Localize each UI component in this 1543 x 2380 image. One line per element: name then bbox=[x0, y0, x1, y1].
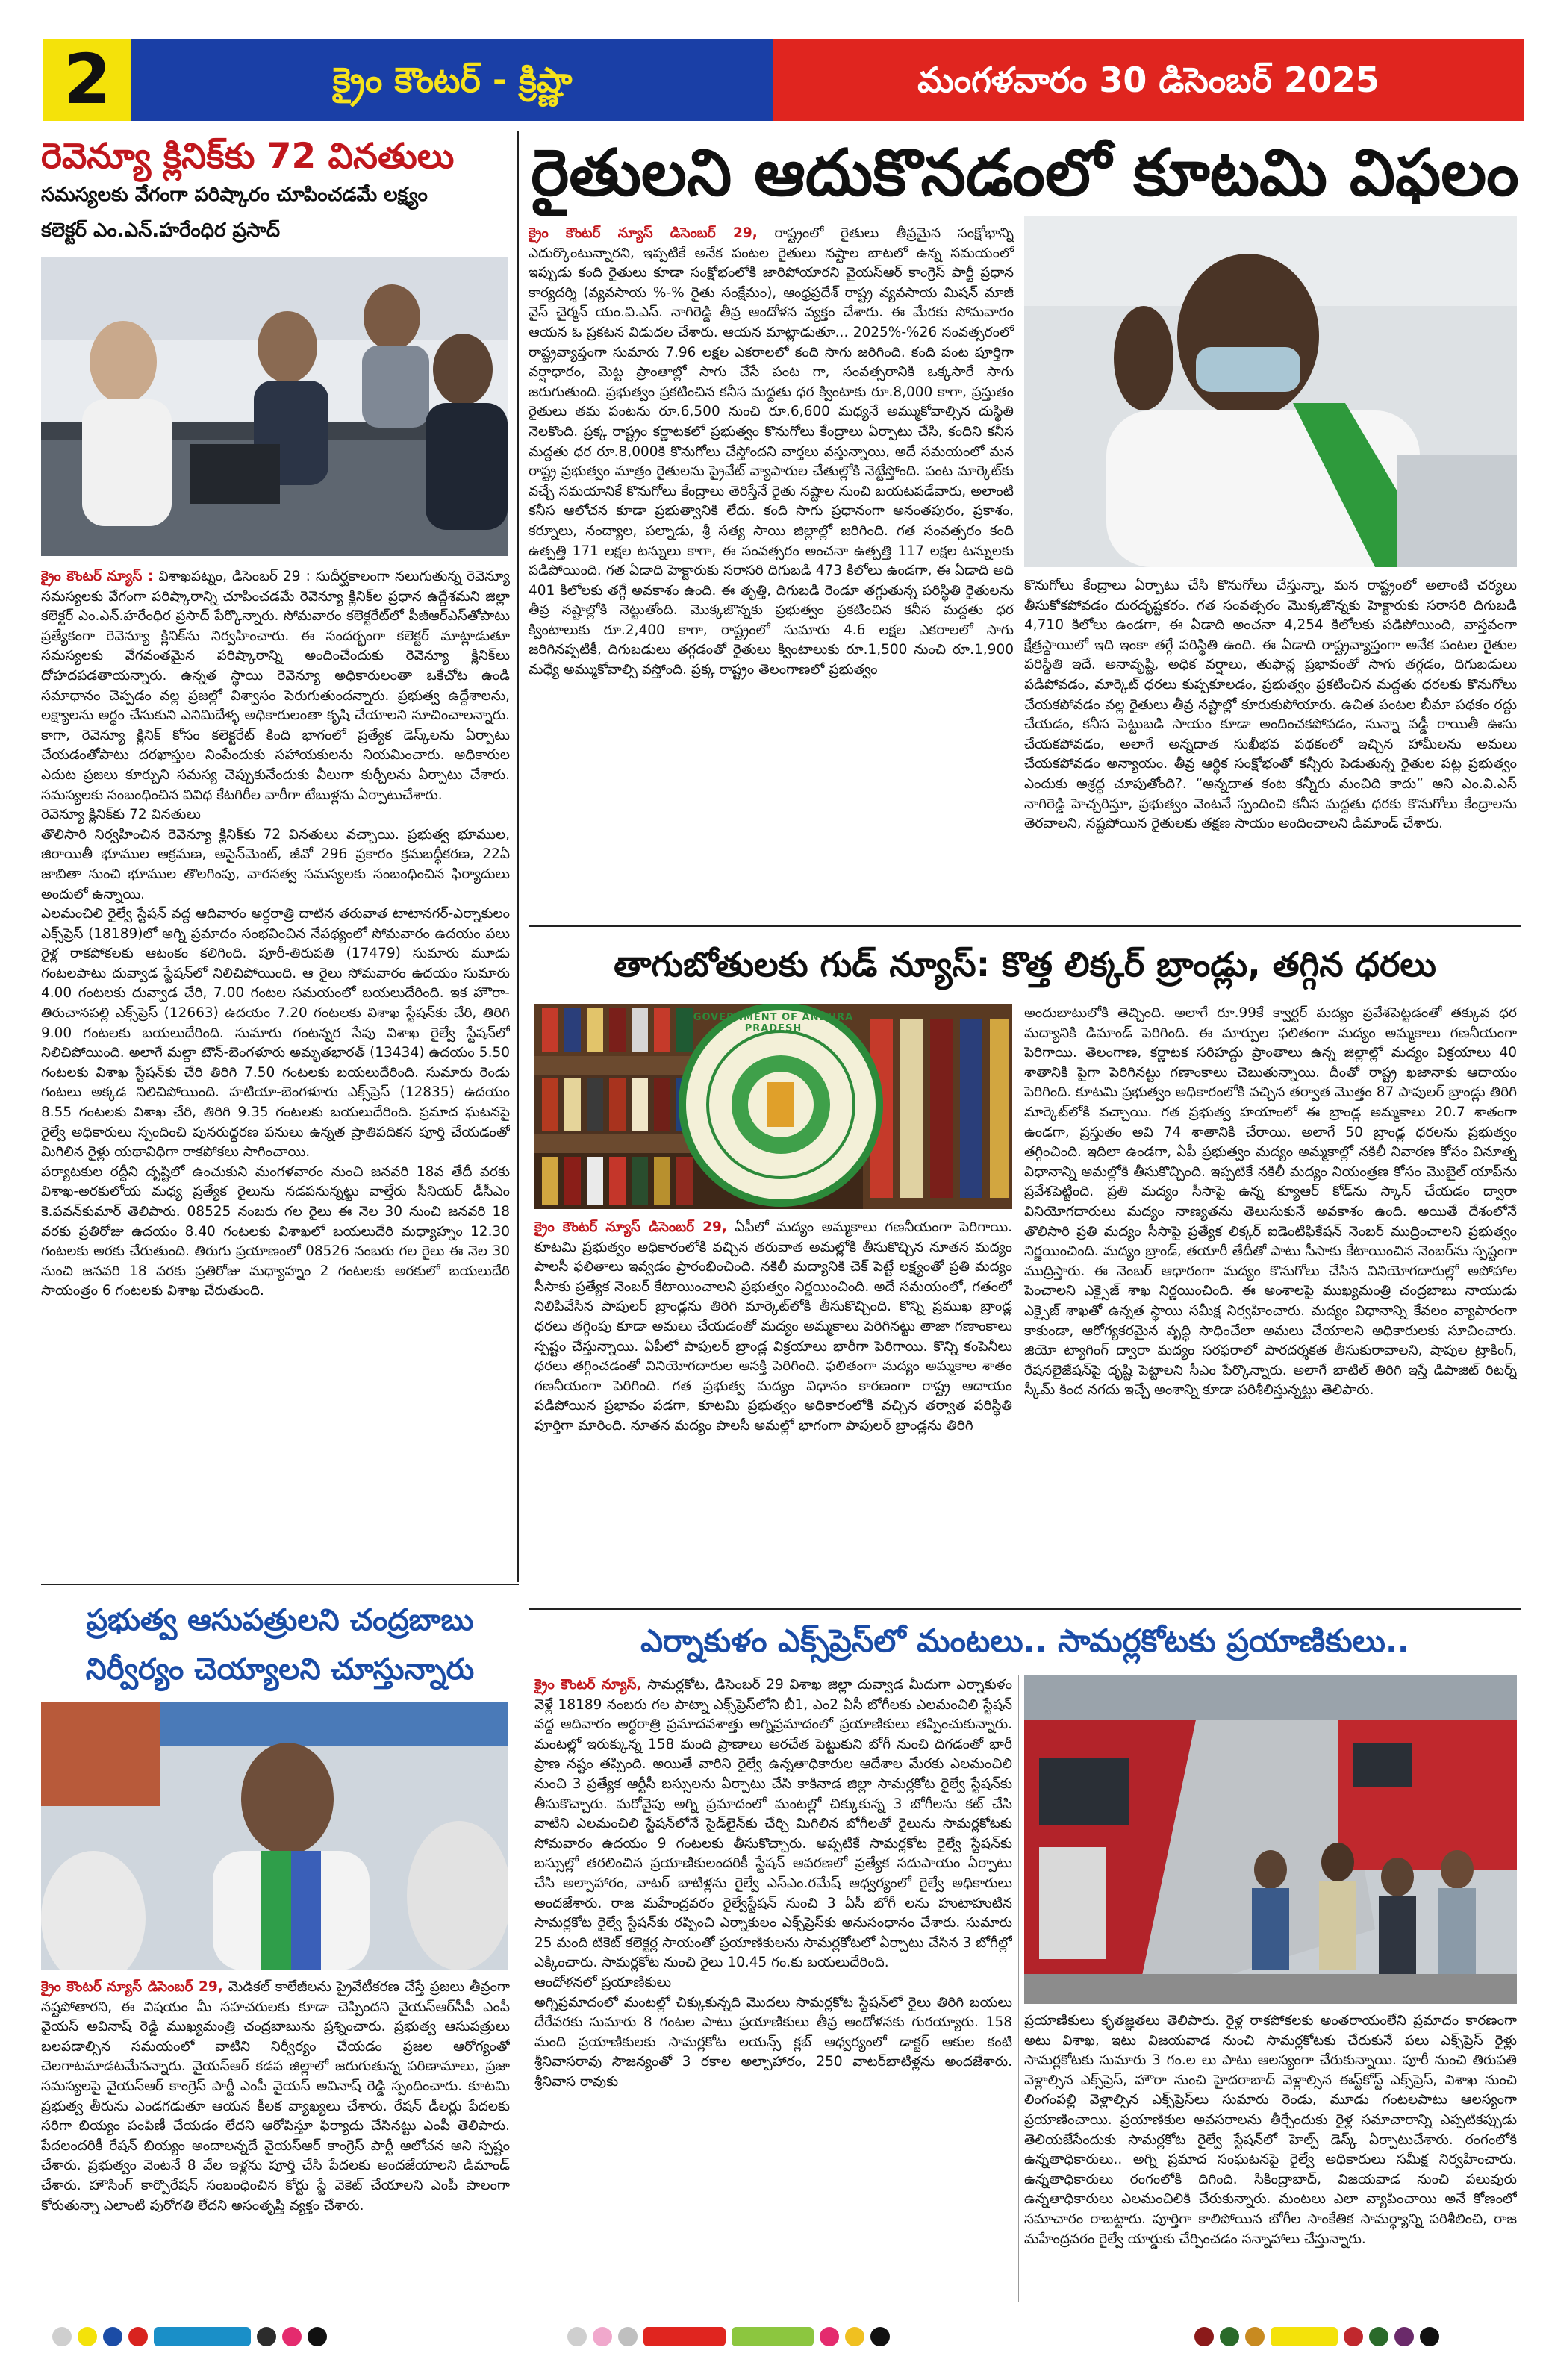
liquor-text-1: ఏపీలో మద్యం అమ్మకాలు గణనీయంగా పెరిగాయి. కూటమి ప్రభుత్వం అధికారంలోకి వచ్చిన తరువాత అమల్లోకి తీసుకొచ్చిన నూతన మద్యం పాలసీ ఫలితాలు ఇవ్వడం ప్రారంభించింది. నకిలీ మద్యానికి చెక్ పెట్టే లక్ష్యంతో ప్రతి మద్యం సీసాకు ప్రత్యేక నెంబర్ కేటాయించాలని ప్రభుత్వం నిర్ణయించింది. అదే సమయంలో, గతంలో నిలిపివేసిన పాపులర్ బ్రాండ్లను తిరిగి మార్కెట్‌లోకి తీసుకొచ్చింది. కొన్ని ప్రముఖ బ్రాండ్ల ధరలు తగ్గింపు కూడా అమలు చేయడంతో మద్యం అమ్మకాలు పెరిగినట్టు తాజా గణాంకాలు స్పష్టం చేస్తున్నాయి. ఏపీలో పాపులర్ బ్రాండ్ల విక్రయాలు భారీగా పెరిగాయి. కొన్ని కంపెనీలు ధరలు తగ్గించడంతో వినియోగదారుల ఆసక్తి పెరిగింది. ఫలితంగా మద్యం అమ్మకాల శాతం గణనీయంగా పెరిగింది. గత ప్రభుత్వ మద్యం విధానం కారణంగా రాష్ట్ర ఆదాయం పడిపోయిన ప్రభావం పడగా, కూటమి ప్రభుత్వం అధికారంలోకి వచ్చిన తర్వాత పరిస్థితి పూర్తిగా మారింది. నూతన మద్యం పాలసీ అమల్లో భాగంగా పాపులర్ బ్రాండ్లను తిరిగి bbox=[534, 1219, 1012, 1434]
revenue-dateline: క్రైం కౌంటర్ న్యూస్ : bbox=[41, 569, 154, 584]
revenue-subhead-1: సమస్యలకు వేగంగా పరిష్కారం చూపించడమే లక్ష్యం bbox=[41, 184, 428, 206]
farmers-headline: రైతులని ఆదుకొనడంలో కూటమి విఫలం bbox=[531, 136, 1519, 210]
footer-color-marks-right bbox=[1194, 2327, 1445, 2346]
footer-color-marks-left bbox=[52, 2327, 333, 2346]
revenue-text-1: విశాఖపట్నం, డిసెంబర్ 29 : సుదీర్ఘకాలంగా నలుగుతున్న రెవెన్యూ సమస్యలకు వేగంగా పరిష్కారాన్ని చూపించడమే రెవెన్యూ క్లినిక్‌ల ప్రధాన ఉద్దేశమని జిల్లా కలెక్టర్ ఎం.ఎన్.హరేంధిర ప్రసాద్ పేర్కొన్నారు. సోమవారం కలెక్టరేట్‌లో పీజీఆర్‌ఎస్‌తోపాటు ప్రత్యేకంగా రెవెన్యూ క్లినిక్‌ను నిర్వహించారు. ఈ సందర్భంగా కలెక్టర్ మాట్లాడుతూ సమస్యలకు వేగవంతమైన పరిష్కారాన్ని అందించేందుకు రెవెన్యూ క్లినిక్‌లు దోహదపడతాయన్నారు. ఉన్నత స్థాయి రెవెన్యూ అధికారులంతా ఒకేచోట ఉండి సమాధానం చెప్పడం వల్ల ప్రజల్లో విశ్వాసం పెరుగుతుందన్నారు. ప్రభుత్వ ఉద్దేశాలను, లక్ష్యాలను అర్థం చేసుకుని ఎనిమిదేళ్ళ అధికారులంతా కృషి చేయాలని సూచించాలన్నారు. కాగా, రెవెన్యూ క్లినిక్ కోసం కలెక్టరేట్ కింది భాగంలో ప్రత్యేక డెస్క్‌లను ఏర్పాటు చేయడంతోపాటు దరఖాస్తుల నింపేందుకు సహాయకులను నియమించారు. అధికారుల ఎదుట ప్రజలు కూర్చుని సమస్య చెప్పుకునేందుకు వీలుగా కుర్చీలను ఏర్పాటు చేశారు. సమస్యలకు సంబంధించిన వివిధ కేటగిరీల వారీగా టేబుళ్లను ఏర్పాటుచేశారు. bbox=[41, 569, 510, 803]
liquor-shelf-photo bbox=[534, 1004, 1012, 1209]
hospitals-headline-2: నిర్వీర్యం చెయ్యాలని చూస్తున్నారు bbox=[85, 1652, 475, 1687]
fire-text-3: అగ్నిప్రమాదంలో మంటల్లో చిక్కుకున్నది మొదలు సామర్లకోట స్టేషన్‌లో రైలు తిరిగి బయలు దేరేవరకు సుమారు 8 గంటల పాటు ప్రయాణికులు తీవ్ర ఆందోళనకు గురయ్యారు. 158 మంది ప్రయాణికులకు సామర్లకోట లయన్స్ క్లబ్ ఆధ్వర్యంలో డాక్టర్ ఆకుల కంటి శ్రీనివాసరావు సౌజన్యంతో 3 రకాల అల్పాహారం, 250 వాటర్‌బాటిళ్లను అందజేశారు. శ్రీనివాస రావుకు bbox=[534, 1994, 1012, 2090]
fire-dateline: క్రైం కౌంటర్ న్యూస్, bbox=[534, 1677, 642, 1693]
liquor-dateline: క్రైం కౌంటర్ న్యూస్ డిసెంబర్ 29, bbox=[534, 1219, 727, 1235]
fire-text-2: ఆందోళనలో ప్రయాణికులు bbox=[534, 1974, 672, 1990]
revenue-text-4: ఎలమంచిలి రైల్వే స్టేషన్ వద్ద ఆదివారం అర్ధరాత్రి దాటిన తరువాత టాటానగర్-ఎర్నాకులం ఎక్స్‌ప్రెస్ (18189)లో అగ్ని ప్రమాదం సంభవించిన నేపథ్యంలో సోమవారం ఉదయం పలు రైళ్ల రాకపోకలకు ఆటంకం కలిగింది. పూరీ-తిరుపతి (17479) సుమారు మూడు గంటలపాటు దువ్వాడ స్టేషన్‌లో నిలిచిపోయింది. ఆ రైలు సోమవారం ఉదయం సుమారు 4.00 గంటలకు దువ్వాడ చేరి, 7.00 గంటల సమయంలో బయలుదేరింది. ఇక హౌరా-తిరుచానపల్లి ఎక్స్‌ప్రెస్ (12663) ఉదయం 7.20 గంటలకు విశాఖ స్టేషన్‌కు చేరి, తిరిగి 9.00 గంటలకు బయలుదేరింది. సుమారు గంటన్నర సేపు విశాఖ రైల్వే స్టేషన్‌లో నిలిచిపోయింది. అలాగే మల్దా టౌన్-బెంగళూరు అమృతభారత్ (13434) ఉదయం 5.50 గంటలకు విశాఖ స్టేషన్‌కు చేరి తిరిగి 7.50 గంటలకు బయలుదేరింది. సుమారు రెండు గంటలు అక్కడ నిలిచిపోయింది. హటియా-బెంగళూరు ఎక్స్‌ప్రెస్ (12835) ఉదయం 8.55 గంటలకు విశాఖ చేరి, తిరిగి 9.35 గంటలకు బయలుదేరింది. ప్రమాద ఘటనపై రైల్వే అధికారులు స్పందించి పునరుద్ధరణ పనులు ఉన్నత ప్రాతిపదికన పూర్తి చేయడంతో మిగిలిన రైళ్లు యథావిధిగా రాకపోకలు సాగించాయి. bbox=[41, 906, 510, 1161]
fire-text-4: ప్రయాణికులు కృతజ్ఞతలు తెలిపారు. రైళ్ల రాకపోకలకు అంతరాయంలేని ప్రమాదం కారణంగా అటు విశాఖ, ఇటు విజయవాడ నుంచి సామర్లకోటకు చేరుకునే పలు ఎక్స్‌ప్రెస్ రైళ్లు సామర్లకోటకు సుమారు 3 గం.ల లు పాటు ఆలస్యంగా చేరుకున్నాయి. పూరీ నుంచి తిరుపతి వెళ్లాల్సిన ఎక్స్‌ప్రెస్, హౌరా నుంచి హైదరాబాద్ వెళ్లాల్సిన ఈస్ట్‌కోస్ట్ ఎక్స్‌ప్రెస్, విశాఖ నుంచి లింగంపల్లి వెళ్లాల్సిన ఎక్స్‌ప్రెస్‌లు సుమారు రెండు, మూడు గంటలపాటు ఆలస్యంగా ప్రయాణించాయి. ప్రయాణికుల అవసరాలను తీర్చేందుకు రైళ్ల సమాచారాన్ని ఎప్పటికప్పుడు తెలియజేసేందుకు సామర్లకోట రైల్వే స్టేషన్‌లో హెల్ప్ డెస్క్ ఏర్పాటుచేశారు. రంగంలోకి ఉన్నతాధికారులు.. అగ్ని ప్రమాద సంఘటనపై రైల్వే అధికారులు సమీక్ష నిర్వహించారు. ఉన్నతాధికారులు రంగంలోకి దిగింది. సికింద్రాబాద్, విజయవాడ నుంచి పలువురు ఉన్నతాధికారులు ఎలమంచిలికి చేరుకున్నారు. మంటలు ఎలా వ్యాపించాయి అనే కోణంలో సమాచారం రాబట్టారు. పూర్తిగా కాలిపోయిన బోగీల సాంకేతిక సామర్థ్యాన్ని పరిశీలించి, రాజ మహేంద్రవరం రైల్వే యార్డుకు చేర్పించడం సన్నాహాలు చేస్తున్నారు. bbox=[1024, 2013, 1517, 2247]
fire-headline: ఎర్నాకుళం ఎక్స్‌ప్రెస్‌లో మంటలు.. సామర్లకోటకు ప్రయాణికులు.. bbox=[640, 1622, 1409, 1659]
hospitals-dateline: క్రైం కౌంటర్ న్యూస్ డిసెంబర్ 29, bbox=[41, 1979, 223, 1995]
liquor-body-col2 bbox=[1024, 1004, 1517, 1601]
fire-text-1: సామర్లకోట, డిసెంబర్ 29 విశాఖ జిల్లా దువ్వాడ మీదుగా ఎర్నాకుళం వెళ్లే 18189 నంబరు గల పాట్నా ఎక్స్‌ప్రెస్‌లోని బీ1, ఎం2 ఏసీ బోగీలకు ఎలమంచిలి స్టేషన్ వద్ద ఆదివారం అర్ధరాత్రి ప్రమాదవశాత్తు అగ్నిప్రమాదంలో ప్రయాణికులు తప్పించుకున్నారు. మంటల్లో ఇరుక్కున్న 158 మంది ప్రాణాలు అరచేత పెట్టుకుని బోగీ నుంచి దిగడంతో భారీ ప్రాణ నష్టం తప్పింది. అయితే వారిని రైల్వే ఉన్నతాధికారుల ఆదేశాల మేరకు ఎలమంచిలి నుంచి 3 ప్రత్యేక ఆర్టీసీ బస్సులను ఏర్పాటు చేసి కాకినాడ జిల్లా సామర్లకోట రైల్వే స్టేషన్‌కు తీసుకొచ్చారు. మరోవైపు అగ్ని ప్రమాదంలో మంటల్లో చిక్కుకున్న 3 బోగీలను కట్ చేసి వాటిని ఎలమంచిలి స్టేషన్‌లోనే సైడ్‌లైన్‌కు చేర్చి మిగిలిన బోగీలతో రైలును సామర్లకోటకు సోమవారం ఉదయం 9 గంటలకు తీసుకొచ్చారు. అప్పటికే సామర్లకోట రైల్వే స్టేషన్‌కు బస్సుల్లో తరలించిన ప్రయాణికులందరికీ స్టేషన్ ఆవరణలో ప్రత్యేక సదుపాయం ఏర్పాటు చేసి అల్పాహారం, వాటర్ బాటిళ్లను రైల్వే ఎస్‌ఎం.రమేష్ ఆధ్వర్యంలో రైల్వే అధికారులు అందజేశారు. రాజ మహేంద్రవరం రైల్వేస్టేషన్ నుంచి 3 ఏసీ బోగీ లను హుటాహుటిన సామర్లకోట రైల్వే స్టేషన్‌కు రప్పించి ఎర్నాకులం ఎక్స్‌ప్రెస్‌కు అనుసంధానం చేశారు. సుమారు 25 మంది టికెట్ కలెక్టర్ల సాయంతో ప్రయాణికులను సామర్లకోటలో ఏర్పాటు చేసిన 3 బోగీల్లో ఎక్కించారు. సామర్లకోట నుంచి రైలు 10.45 గం.కు బయలుదేరింది. bbox=[534, 1677, 1012, 1971]
nagireddy-photo bbox=[1024, 216, 1517, 567]
page-number: 2 bbox=[43, 39, 131, 121]
issue-date: మంగళవారం 30 డిసెంబర్ 2025 bbox=[917, 60, 1380, 100]
revenue-subhead-2: కలెక్టర్ ఎం.ఎన్.హరేంధిర ప్రసాద్ bbox=[41, 219, 281, 242]
column-divider bbox=[517, 131, 519, 1582]
fire-body-col2 bbox=[1024, 2011, 1517, 2302]
farmers-body-col1 bbox=[529, 224, 1014, 970]
hospitals-body bbox=[41, 1978, 510, 2299]
hospitals-headline-1: ప్రభుత్వ ఆసుపత్రులని చంద్రబాబు bbox=[86, 1603, 474, 1637]
revenue-body bbox=[41, 567, 510, 1571]
emblem-text: GOVERNMENT OF ANDHRA PRADESH bbox=[693, 1012, 854, 1034]
column-divider bbox=[1018, 1675, 1019, 2302]
farmers-text-1: రాష్ట్రంలో రైతులు తీవ్రమైన సంక్షోభాన్ని ఎదుర్కొంటున్నారని, ఇప్పటికే అనేక పంటల రైతులు నష్టాల బాటలో ఉన్న సమయంలో ఇప్పుడు కంది రైతులు కూడా సంక్షోభంలోకి జారిపోయారని వైయస్‌ఆర్ కాంగ్రెస్ పార్టీ ప్రధాన కార్యదర్శి (వ్యవసాయ %-% రైతు సంక్షేమం), ఆంధ్రప్రదేశ్ రాష్ట్ర వ్యవసాయ మిషన్ మాజీ వైస్ చైర్మన్ యం.వి.ఎస్. నాగిరెడ్డి తీవ్ర ఆందోళన వ్యక్తం చేశారు. ఈ మేరకు సోమవారం ఆయన ఓ ప్రకటన విడుదల చేశారు. ఆయన మాట్లాడుతూ... 2025%-%26 సంవత్సరంలో రాష్ట్రవ్యాప్తంగా సుమారు 7.96 లక్షల ఎకరాలలో కంది సాగు జరిగింది. కంది పంట పూర్తిగా వర్షాధారం, మెట్ట ప్రాంతాల్లో సాగు చేసే పంట గా, సంవత్సరానికి ఒక్కసారే సాగు జరుగుతుంది. ప్రభుత్వం ప్రకటించిన కనీస మద్దతు ధర క్వింటాకు రూ.8,000 కాగా, ప్రస్తుతం రైతులు తమ పంటను రూ.6,500 నుంచి రూ.6,600 మధ్యనే అమ్ముకోవాల్సిన దుస్థితి నెలకొంది. ప్రక్క రాష్ట్రం కర్ణాటకలో ప్రభుత్వం కొనుగోలు కేంద్రాలు ఏర్పాటు చేసి, కందిని కనీస మద్దతు ధర రూ.8,000కి కొనుగోలు చేస్తోందని వార్తలు వస్తున్నాయి, అదే సమయంలో మన రాష్ట్ర ప్రభుత్వం మాత్రం రైతులను ప్రైవేట్ వ్యాపారుల చేతుల్లోకి నెట్టేస్తోంది. పంట మార్కెట్‌కు వచ్చే సమయానికే కొనుగోలు కేంద్రాలు తెరిస్తేనే రైతు నష్టాల నుంచి బయటపడేవారు, అలాంటి కనీస ఆలోచన కూడా ప్రభుత్వానికి లేదు. కంది సాగు ప్రధానంగా అనంతపురం, ప్రకాశం, కర్నూలు, నంద్యాల, పల్నాడు, శ్రీ సత్య సాయి జిల్లాల్లో జరిగింది. గత సంవత్సరం కంది ఉత్పత్తి 171 లక్షల టన్నులు కాగా, ఈ సంవత్సరం అంచనా ఉత్పత్తి 117 లక్షల టన్నులకు పడిపోయింది. గత ఏడాది హెక్టారుకు సరాసరి దిగుబడి 473 కిలోలు ఉండగా, ఈ ఏడాది అది 401 కిలోలకు తగ్గే అవకాశం ఉంది. ఈ తృత్తి, దిగుబడి రెండూ తగ్గుతున్న పరిస్థితి రైతులను తీవ్ర నష్టాల్లోకి నెట్టుతోంది. మొక్కజొన్నకు ప్రభుత్వం ప్రకటించిన కనీస మద్దతు ధర క్వింటాలుకు రూ.2,400 కాగా, రాష్ట్రంలో సుమారు 4.6 లక్షల ఎకరాలలో సాగు జరిగినప్పటికీ, దిగుబడులు తగ్గడంతో రైతులు క్వింటాలుకు రూ.1,500 నుంచి రూ.1,900 మధ్యే అమ్ముకోవాల్సి వస్తోంది. ప్రక్క రాష్ట్రం తెలంగాణలో ప్రభుత్వం bbox=[529, 225, 1014, 678]
liquor-body-col1 bbox=[534, 1218, 1012, 1599]
revenue-text-5: పర్యాటకుల రద్దీని దృష్టిలో ఉంచుకుని మంగళవారం నుంచి జనవరి 18వ తేదీ వరకు విశాఖ-అరకులోయ మధ్య ప్రత్యేక రైలును నడపనున్నట్టు వాల్తేరు సీనియర్ డీసీఎం కె.పవన్‌కుమార్ తెలిపారు. 08525 నంబరు గల రైలు ఈ నెల 30 నుంచి జనవరి 18 వరకు ప్రతిరోజు ఉదయం 8.40 గంటలకు విశాఖలో బయలుదేరి మధ్యాహ్నం 12.30 గంటలకు అరకు చేరుతుంది. తిరుగు ప్రయాణంలో 08526 నంబరు గల రైలు ఈ నెల 30 నుంచి జనవరి 18 వరకు ప్రతిరోజు మధ్యాహ్నం 2 గంటలకు అరకులో బయలుదేరి సాయంత్రం 6 గంటలకు విశాఖ చేరుతుంది. bbox=[41, 1164, 510, 1299]
section-divider bbox=[41, 1584, 519, 1585]
revenue-text-2: రెవెన్యూ క్లినిక్‌కు 72 వినతులు bbox=[41, 807, 201, 823]
revenue-clinic-photo bbox=[41, 257, 508, 556]
farmers-text-2: కొనుగోలు కేంద్రాలు ఏర్పాటు చేసి కొనుగోలు చేస్తున్నా, మన రాష్ట్రంలో అలాంటి చర్యలు తీసుకోకపోవడం దురదృష్టకరం. గత సంవత్సరం మొక్కజొన్నకు హెక్టారుకు సరాసరి దిగుబడి 4,710 కిలోలు ఉండగా, ఈ ఏడాది అంచనా 4,254 కిలోలకు పడిపోయింది, వాస్తవంగా క్షేత్రస్థాయిలో ఇది ఇంకా తగ్గే పరిస్థితి ఉంది. ఈ ఏడాది రాష్ట్రవ్యాప్తంగా అనేక పంటల రైతుల పరిస్థితి ఇదే. అనావృష్టి, అధిక వర్షాలు, తుఫాన్ల ప్రభావంతో సాగు తగ్గడం, దిగుబడులు పడిపోవడం, మార్కెట్ ధరలు కుప్పకూలడం, ప్రభుత్వం ప్రకటించిన మద్దతు ధరలకు కొనుగోలు చేయకపోవడం వల్ల రైతులు తీవ్ర నష్టాల్లో కూరుకుపోయారు. ఉచిత పంటల బీమా పథకం రద్దు చేయడం, కనీస పెట్టుబడి సాయం కూడా అందించకపోవడం, సున్నా వడ్డీ రాయితీ ఊసు చేయకపోవడం, అలాగే అన్నదాత సుఖీభవ పథకంలో ఇచ్చిన హామీలను అమలు చేయకపోవడం అన్యాయం. తీవ్ర ఆర్థిక సంక్షోభంతో కన్నీరు పెడుతున్న రైతుల పట్ల ప్రభుత్వం ఎందుకు అశ్రద్ధ చూపుతోంది?. “అన్నదాత కంట కన్నీరు మంచిది కాదు” అని ఎం.వి.ఎస్ నాగిరెడ్డి హెచ్చరిస్తూ, ప్రభుత్వం వెంటనే స్పందించి కనీస మద్దతు ధరకు కొనుగోలు కేంద్రాలను తెరవాలని, నష్టపోయిన రైతులకు తక్షణ సాయం అందించాలని డిమాండ్ చేశారు. bbox=[1024, 578, 1517, 832]
farmers-dateline: క్రైం కౌంటర్ న్యూస్ డిసెంబర్ 29, bbox=[529, 225, 758, 241]
section-title: క్రైం కౌంటర్ - క్రిష్ణా bbox=[332, 60, 573, 100]
revenue-text-3: తొలిసారి నిర్వహించిన రెవెన్యూ క్లినిక్‌కు 72 వినతులు వచ్చాయి. ప్రభుత్వ భూముల, జిరాయితీ భూముల ఆక్రమణ, అసైన్‌మెంట్, జీవో 296 ప్రకారం క్రమబద్ధీకరణ, 22ఏ జాబితా నుంచి భూముల తొలగింపు, వారసత్వ సమస్యలకు సంబంధించిన ఫిర్యాదులు అందులో ఉన్నాయి. bbox=[41, 826, 510, 902]
liquor-text-2: అందుబాటులోకి తెచ్చింది. అలాగే రూ.99కే క్వార్టర్ మద్యం ప్రవేశపెట్టడంతో తక్కువ ధర మద్యానికి డిమాండ్ పెరిగింది. ఈ మార్పుల ఫలితంగా మద్యం అమ్మకాలు గణనీయంగా పెరిగాయి. తెలంగాణ, కర్ణాటక సరిహద్దు ప్రాంతాలు ఉన్న జిల్లాల్లో మద్యం విక్రయాలు 40 శాతానికి పైగా పెరిగినట్టు గణాంకాలు చెబుతున్నాయి. దీంతో రాష్ట్ర ఖజానాకు ఆదాయం పెరిగింది. కూటమి ప్రభుత్వం అధికారంలోకి వచ్చిన తర్వాత మొత్తం 87 పాపులర్ బ్రాండ్లు తిరిగి మార్కెట్‌లోకి వచ్చాయి. గత ప్రభుత్వ హయాంలో ఈ బ్రాండ్ల అమ్మకాలు 20.7 శాతంగా ఉండగా, ప్రస్తుతం అవి 74 శాతానికి చేరాయి. అలాగే 50 బ్రాండ్ల ధరలను ప్రభుత్వం తగ్గించింది. ఇదిలా ఉండగా, ఏపీ ప్రభుత్వం మద్యం అమ్మకాల్లో నకిలీ నివారణ కోసం వినూత్న విధానాన్ని అమల్లోకి తీసుకొచ్చింది. ఇప్పటికే నకిలీ మద్యం నియంత్రణ కోసం మొబైల్ యాప్‌ను ప్రవేశపెట్టింది. ప్రతి మద్యం సీసాపై ఉన్న క్యూఆర్ కోడ్‌ను స్కాన్ చేయడం ద్వారా వినియోగదారులు మద్యం నాణ్యతను తెలుసుకునే అవకాశం ఉంది. అయితే దేశంలోనే తొలిసారి ప్రతి మద్యం సీసాపై ప్రత్యేక లిక్కర్ ఐడెంటిఫికేషన్ నెంబర్ ముద్రించాలని ప్రభుత్వం నిర్ణయించింది. మద్యం బ్రాండ్, తయారీ తేదీతో పాటు సీసాకు కేటాయించిన నెంబర్‌ను స్పష్టంగా ముద్రిస్తారు. ఈ నెంబర్ ఆధారంగా మద్యం కొనుగోలు చేసిన వినియోగదారుల్లో అపోహాల పెంచాలని ఎక్సైజ్ శాఖ నిర్ణయించింది. ఈ అంశాలపై ముఖ్యమంత్రి చంద్రబాబు నాయుడు ఎక్సైజ్ శాఖతో ఉన్నత స్థాయి సమీక్ష నిర్వహించారు. మద్యం విధానాన్ని కేవలం వ్యాపారంగా కాకుండా, ఆరోగ్యకరమైన వృద్ధి సాధించేలా అమలు చేయాలని అధికారులకు సూచించారు. జియో ట్యాగింగ్ ద్వారా మద్యం సరఫరాలో పారదర్శకత తీసుకురావాలని, షాపుల ట్రాకింగ్, రేషనలైజేషన్‌పై దృష్టి పెట్టాలని సీఎం పేర్కొన్నారు. అలాగే బాటిల్ తిరిగి ఇస్తే డిపాజిట్ రిటర్న్ స్కీమ్ కింద నగదు ఇచ్చే అంశాన్ని కూడా పరిశీలిస్తున్నట్టు తెలిపారు. bbox=[1024, 1005, 1517, 1399]
avinash-photo bbox=[41, 1702, 508, 1970]
section-divider bbox=[529, 925, 1521, 927]
revenue-headline: రెవెన్యూ క్లినిక్‌కు 72 వినతులు bbox=[41, 136, 455, 177]
section-divider bbox=[529, 1608, 1521, 1610]
farmers-body-col2 bbox=[1024, 576, 1517, 964]
hospitals-text: మెడికల్ కాలేజీలను ప్రైవేటీకరణ చేస్తే ప్రజలు తీవ్రంగా నష్టపోతారని, ఈ విషయం మీ సహచరులకు కూడా చెప్పిందని వైయస్‌ఆర్‌సీపీ ఎంపీ వైయస్ అవినాష్ రెడ్డి ముఖ్యమంత్రి చంద్రబాబును ప్రశ్నించారు. ప్రభుత్వ ఆసుపత్రులు బలపడాల్సిన సమయంలో వాటిని నిర్వీర్యం చేయడం ప్రజల ఆరోగ్యంతో చెలగాటమాడటమేనన్నారు. వైయస్‌ఆర్ కడప జిల్లాలో జరుగుతున్న పరిణామాలు, ప్రజా సమస్యలపై వైయస్‌ఆర్ కాంగ్రెస్ పార్టీ ఎంపీ వైయస్ అవినాష్ రెడ్డి స్పందించారు. కూటమి ప్రభుత్వ తీరును ఎండగడుతూ ఆయన కీలక వ్యాఖ్యలు చేశారు. రేషన్ డీలర్లు పేదలకు సరిగా బియ్యం పంపిణీ చేయడం లేదని ఆరోపిస్తూ ఫిర్యాదు చేసినట్టు ఎంపీ తెలిపారు. పేదలందరికీ రేషన్ బియ్యం అందాలన్నదే వైయస్‌ఆర్ కాంగ్రెస్ పార్టీ ఆలోచన అని స్పష్టం చేశారు. ప్రభుత్వం వెంటనే 8 వేల ఇళ్లను పూర్తి చేసి పేదలకు అందజేయాలని డిమాండ్ చేశారు. హౌసింగ్ కార్పొరేషన్ సంబంధించిన కోర్టు స్టే వెకెట్ చేయాలని ఎంపీ పాలంగా కోరుతున్నా ఎలాంటి పురోగతి లేదని అసంతృప్తి వ్యక్తం చేశారు. bbox=[41, 1979, 510, 2214]
footer-color-marks-center bbox=[567, 2327, 896, 2346]
fire-body-col1 bbox=[534, 1675, 1012, 2302]
train-platform-photo bbox=[1024, 1675, 1517, 2004]
liquor-headline: తాగుబోతులకు గుడ్ న్యూస్: కొత్త లిక్కర్ బ్రాండ్లు, తగ్గిన ధరలు bbox=[614, 944, 1436, 984]
